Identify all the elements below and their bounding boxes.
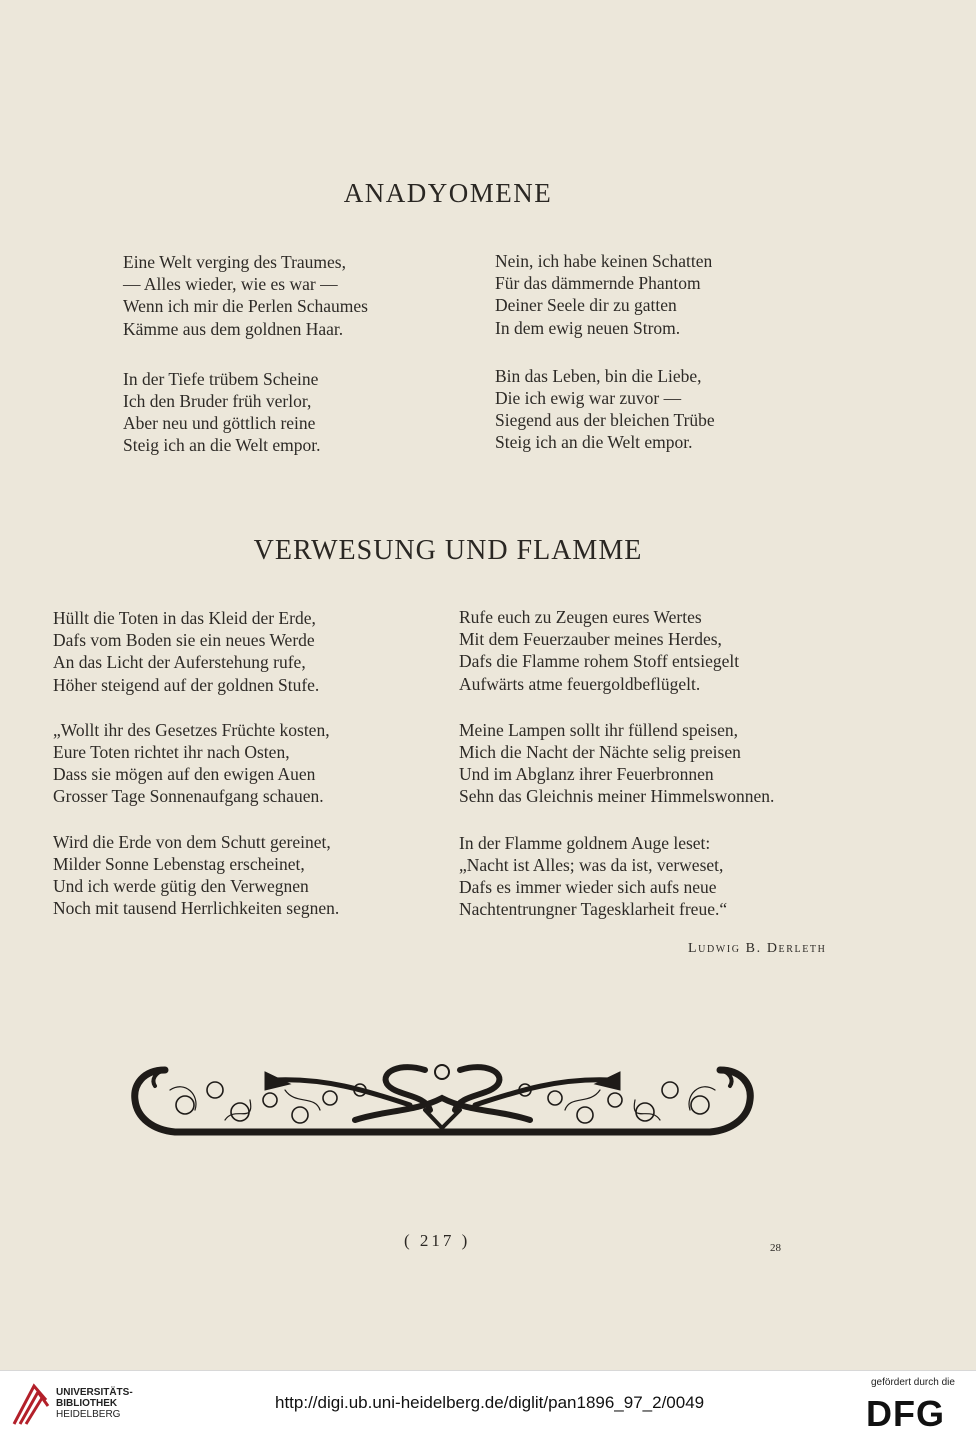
verse-line: Wird die Erde von dem Schutt gereinet,	[53, 831, 331, 852]
permalink-url[interactable]: http://digi.ub.uni-heidelberg.de/diglit/pan1896_97_2/0049	[275, 1393, 705, 1412]
verse-line: Hüllt die Toten in das Kleid der Erde,	[53, 608, 316, 628]
verse-line: Dafs es immer wieder sich aufs neue	[459, 877, 717, 898]
verse-line: Milder Sonne Lebenstag erscheinet,	[53, 853, 305, 874]
verse-line: Dafs vom Boden sie ein neues Werde	[53, 630, 315, 651]
verse-line: In der Flamme goldnem Auge leset:	[459, 832, 711, 853]
verse-line: Kämme aus dem goldnen Haar.	[123, 318, 344, 339]
poem1-left-stanza-1	[123, 251, 368, 340]
poem2-right-stanza-1	[459, 606, 774, 695]
poem2-left-column	[53, 607, 339, 919]
verse-line: Deiner Seele dir zu gatten	[495, 295, 677, 316]
verse-line: Aufwärts atme feuergoldbeflügelt.	[459, 673, 701, 694]
poem1-left-column	[123, 251, 368, 457]
verse-line: Für das dämmernde Phantom	[495, 273, 701, 294]
verse-line: Dass sie mögen auf den ewigen Auen	[53, 764, 316, 785]
poem1-right-stanza-2	[495, 365, 715, 454]
verse-line: Bin das Leben, bin die Liebe,	[495, 365, 702, 386]
verse-line: Steig ich an die Welt empor.	[495, 432, 693, 453]
verse-line: „Nacht ist Alles; was da ist, verweset,	[459, 854, 724, 875]
ornamental-vignette-icon	[125, 1050, 760, 1150]
verse-line: Und ich werde gütig den Verwegnen	[53, 876, 309, 897]
verse-line: Meine Lampen sollt ihr füllend speisen,	[459, 719, 738, 740]
poem2-title: VERWESUNG UND FLAMME	[253, 535, 643, 566]
verse-line: Grosser Tage Sonnenaufgang schauen.	[53, 786, 324, 807]
verse-line: In der Tiefe trübem Scheine	[123, 368, 319, 389]
verse-line: Noch mit tausend Herrlichkeiten segnen.	[53, 898, 340, 919]
poem2-left-stanza-3	[53, 831, 339, 920]
verse-line: Ich den Bruder früh verlor,	[123, 391, 312, 412]
verse-line: Aber neu und göttlich reine	[123, 413, 316, 434]
verse-line: — Alles wieder, wie es war —	[123, 274, 338, 295]
verse-line: Dafs die Flamme rohem Stoff entsiegelt	[459, 651, 740, 672]
verse-line: Eine Welt verging des Traumes,	[123, 252, 346, 272]
verse-line: Nein, ich habe keinen Schatten	[495, 251, 713, 271]
library-name	[56, 1387, 133, 1420]
dfg-logo[interactable]: DFG	[866, 1393, 945, 1434]
verse-line: Höher steigend auf der goldnen Stufe.	[53, 674, 320, 695]
verse-line: Mit dem Feuerzauber meines Herdes,	[459, 629, 722, 650]
verse-line: Und im Abglanz ihrer Feuerbronnen	[459, 764, 714, 785]
author-signature: Ludwig B. Derleth	[688, 941, 827, 956]
poem2-left-stanza-2	[53, 719, 339, 808]
verse-line: Steig ich an die Welt empor.	[123, 435, 321, 456]
verse-line: „Wollt ihr des Gesetzes Früchte kosten,	[53, 719, 330, 740]
poem1-title: ANADYOMENE	[343, 178, 553, 208]
viewer-footer	[0, 1370, 976, 1440]
verse-line: Rufe euch zu Zeugen eures Wertes	[459, 607, 702, 627]
verse-line: Eure Toten richtet ihr nach Osten,	[53, 742, 290, 763]
sponsor-caption: gefördert durch die	[871, 1377, 955, 1388]
verse-line: In dem ewig neuen Strom.	[495, 317, 681, 338]
poem1-right-stanza-1	[495, 250, 715, 339]
page-number: ( 217 )	[404, 1231, 471, 1250]
verse-line: Sehn das Gleichnis meiner Himmelswonnen.	[459, 786, 775, 807]
library-name-line-3: HEIDELBERG	[56, 1409, 121, 1420]
poem1-right-column	[495, 250, 715, 454]
poem1-left-stanza-2	[123, 368, 368, 457]
poem2-right-column	[459, 606, 774, 920]
poem2-right-stanza-2	[459, 719, 774, 808]
library-name-line-2: BIBLIOTHEK	[56, 1398, 118, 1409]
verse-line: Die ich ewig war zuvor —	[495, 388, 682, 409]
verse-line: An das Licht der Auferstehung rufe,	[53, 652, 306, 673]
poem2-right-stanza-3	[459, 832, 774, 921]
verse-line: Mich die Nacht der Nächte selig preisen	[459, 742, 741, 763]
library-name-line-1: UNIVERSITÄTS-	[56, 1387, 133, 1398]
verse-line: Siegend aus der bleichen Trübe	[495, 410, 715, 431]
verse-line: Nachtentrungner Tagesklarheit freue.“	[459, 899, 728, 920]
poem2-left-stanza-1	[53, 607, 339, 696]
signature-number: 28	[770, 1242, 781, 1254]
verse-line: Wenn ich mir die Perlen Schaumes	[123, 296, 368, 317]
